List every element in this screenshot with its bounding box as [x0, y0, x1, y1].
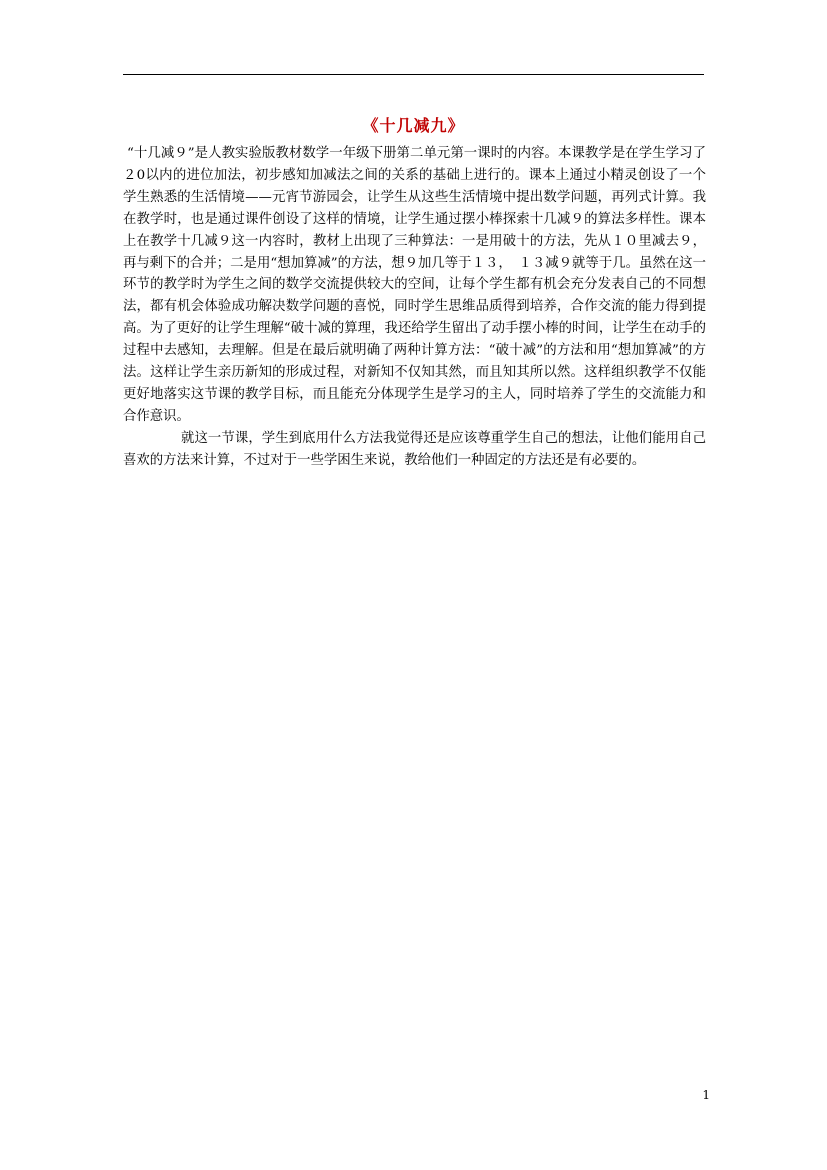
paragraph-1: “十几减９”是人教实验版教材数学一年级下册第二单元第一课时的内容。本课教学是在学生学习了２0以内的进位加法，初步感知加减法之间的关系的基础上进行的。课本上通过小精灵创设了一个学生熟悉的生活情境——元宵节游园会，让学生从这些生活情境中提出数学问题，再列式计算。我在教学时，也是通过课件创设了这样的情境，让学生通过摆小棒探索十几减９的算法多样性。课本上在教学十几减９这一内容时，教材上出现了三种算法：一是用破十的方法，先从１０里减去９，再与剩下的合并；二是用“想加算减”的方法，想９加几等于１３， １３减９就等于几。虽然在这一环节的教学时为学生之间的数学交流提供较大的空间，让每个学生都有机会充分发表自己的不同想法，都有机会体验成功解决数学问题的喜悦，同时学生思维品质得到培养，合作交流的能力得到提高。为了更好的让学生理解“破十减的算理，我还给学生留出了动手摆小棒的时间，让学生在动手的过程中去感知，去理解。但是在最后就明确了两种计算方法：“破十减”的方法和用“想加算减”的方法。这样让学生亲历新知的形成过程，对新知不仅知其然，而且知其所以然。这样组织教学不仅能更好地落实这节课的教学目标，而且能充分体现学生是学习的主人，同时培养了学生的交流能力和合作意识。 [123, 146, 706, 424]
header-rule [123, 74, 704, 75]
document-body [123, 143, 706, 472]
page-number: 1 [702, 1088, 710, 1102]
paragraph-2: 就这一节课，学生到底用什么方法我觉得还是应该尊重学生自己的想法，让他们能用自己喜欢的方法来计算，不过对于一些学困生来说，教给他们一种固定的方法还是有必要的。 [123, 430, 706, 468]
document-title: 《十几减九》 [362, 116, 465, 135]
